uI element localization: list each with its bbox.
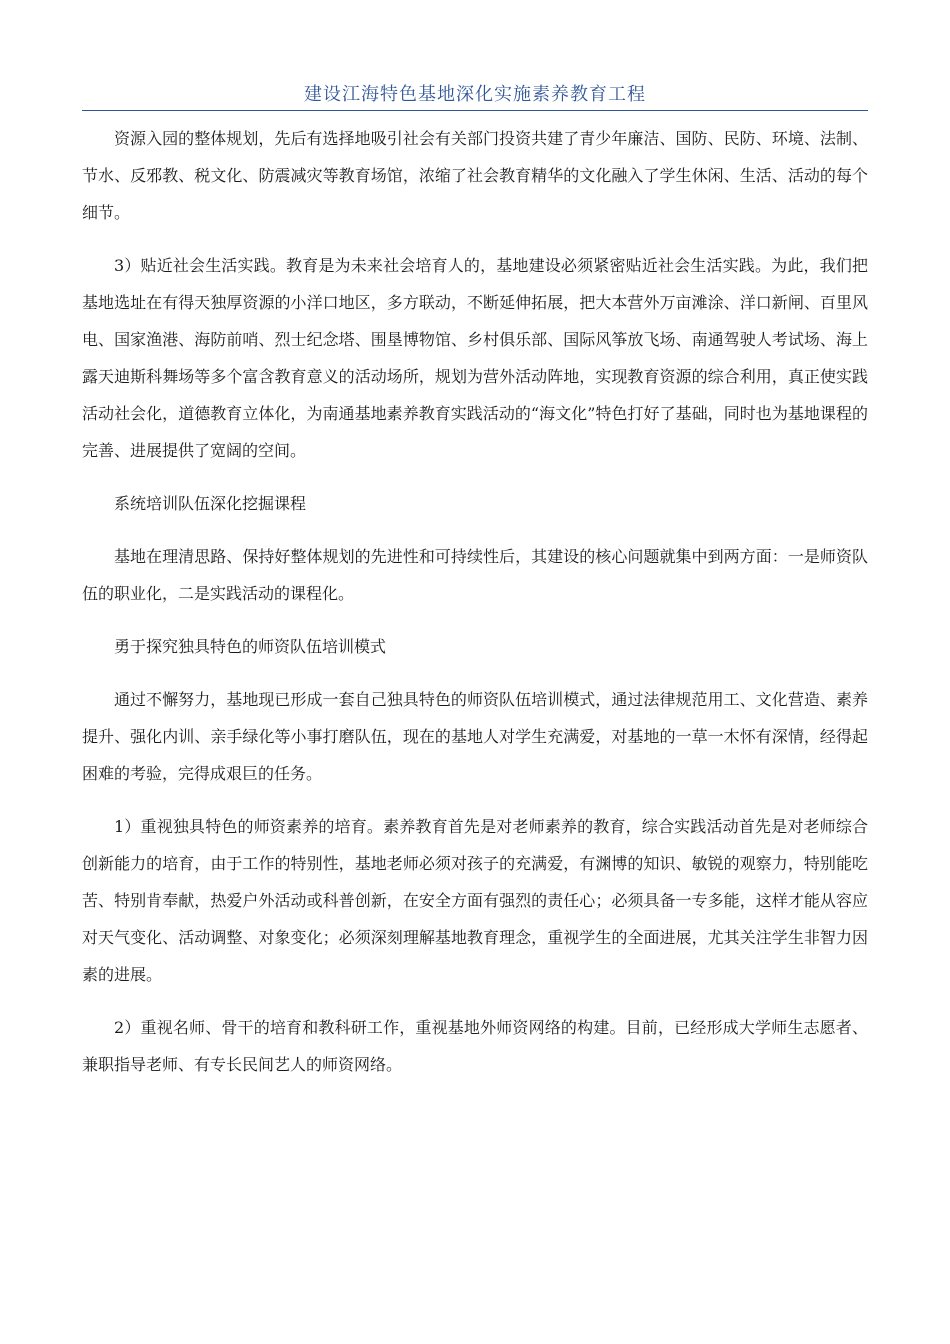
paragraph-teacher-network: 2）重视名师、骨干的培育和教科研工作，重视基地外师资网络的构建。目前，已经形成大学师生志愿者、兼职指导老师、有专长民间艺人的师资网络。 <box>82 1018 868 1074</box>
section-heading-teacher-model: 勇于探究独具特色的师资队伍培训模式 <box>114 637 387 656</box>
section-heading-training: 系统培训队伍深化挖掘课程 <box>114 494 307 513</box>
paragraph-resource-planning: 资源入园的整体规划，先后有选择地吸引社会有关部门投资共建了青少年廉洁、国防、民防、环境、法制、节水、反邪教、税文化、防震减灾等教育场馆，浓缩了社会教育精华的文化融入了学生休闲、生活、活动的每个细节。 <box>82 129 868 222</box>
document-body <box>82 120 868 1099</box>
page-header <box>82 80 868 111</box>
header-title: 建设江海特色基地深化实施素养教育工程 <box>304 84 646 105</box>
paragraph-teacher-quality: 1）重视独具特色的师资素养的培育。素养教育首先是对老师素养的教育，综合实践活动首先是对老师综合创新能力的培育，由于工作的特别性，基地老师必须对孩子的充满爱，有渊博的知识、敏锐的观察力，特别能吃苦、特别肯奉献，热爱户外活动或科普创新，在安全方面有强烈的责任心；必须具备一专多能，这样才能从容应对天气变化、活动调整、对象变化；必须深刻理解基地教育理念，重视学生的全面进展，尤其关注学生非智力因素的进展。 <box>82 817 868 984</box>
paragraph-core-issues: 基地在理清思路、保持好整体规划的先进性和可持续性后，其建设的核心问题就集中到两方面：一是师资队伍的职业化，二是实践活动的课程化。 <box>82 547 868 603</box>
paragraph-social-practice: 3）贴近社会生活实践。教育是为未来社会培育人的，基地建设必须紧密贴近社会生活实践。为此，我们把基地选址在有得天独厚资源的小洋口地区，多方联动，不断延伸拓展，把大本营外万亩滩涂、洋口新闸、百里风电、国家渔港、海防前哨、烈士纪念塔、围垦博物馆、乡村俱乐部、国际风筝放飞场、南通驾驶人考试场、海上露天迪斯科舞场等多个富含教育意义的活动场所，规划为营外活动阵地，实现教育资源的综合利用，真正使实践活动社会化，道德教育立体化，为南通基地素养教育实践活动的“海文化”特色打好了基础，同时也为基地课程的完善、进展提供了宽阔的空间。 <box>82 256 868 460</box>
paragraph-training-model: 通过不懈努力，基地现已形成一套自己独具特色的师资队伍培训模式，通过法律规范用工、文化营造、素养提升、强化内训、亲手绿化等小事打磨队伍，现在的基地人对学生充满爱，对基地的一草一木怀有深情，经得起困难的考验，完得成艰巨的任务。 <box>82 690 868 783</box>
